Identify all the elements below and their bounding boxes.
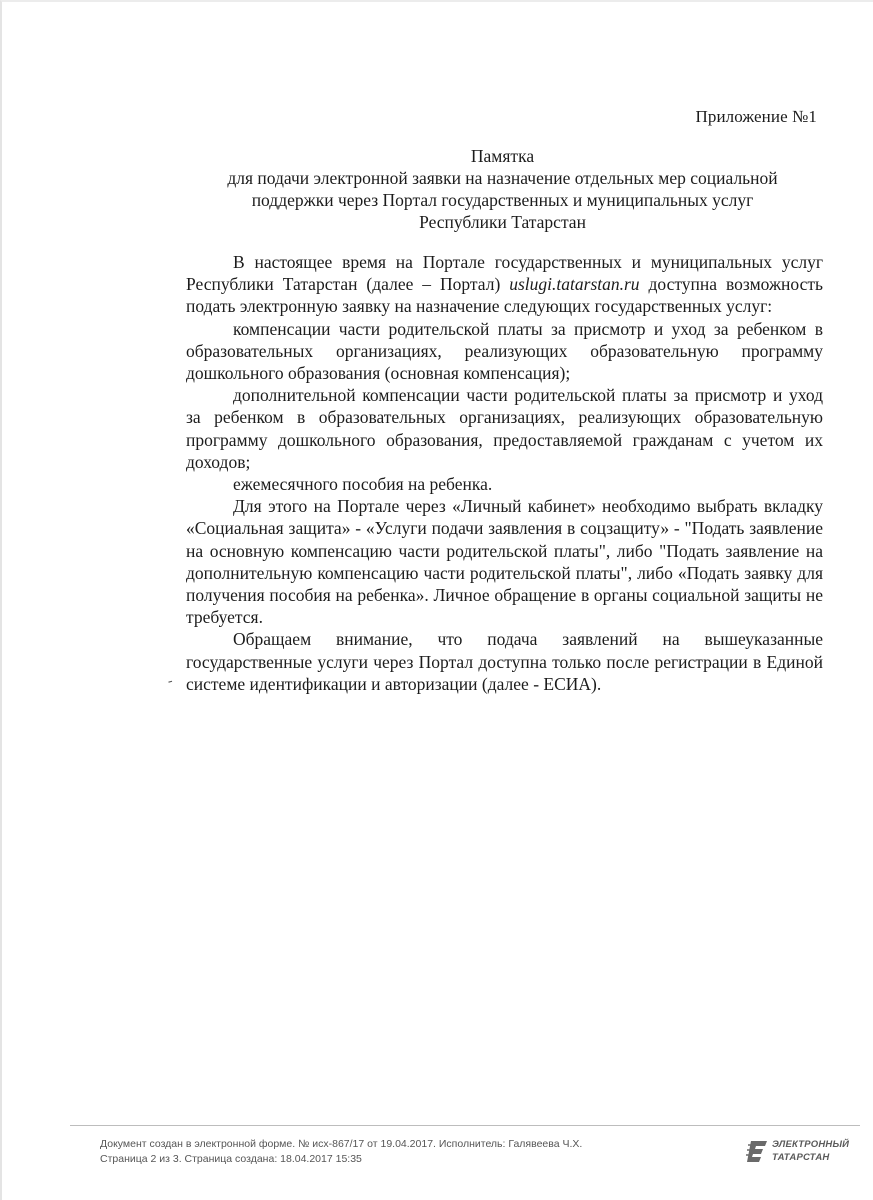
footer	[100, 1137, 582, 1167]
portal-url: uslugi.tatarstan.ru	[509, 274, 640, 295]
footer-doc-info: Документ создан в электронной форме. № исх-867/17 от 19.04.2017. Исполнитель: Галявеева Ч.Х.	[100, 1138, 583, 1150]
footer-page-info: Страница 2 из 3. Страница создана: 18.04.2017 15:35	[100, 1153, 362, 1165]
margin-mark: -	[166, 673, 175, 690]
service-item-2: дополнительной компенсации части родительской платы за присмотр и уход за ребенком в образовательных организациях, реализующих образовательную программу дошкольного образования, предоставляемой гражданам с учетом их доходов;	[186, 385, 823, 472]
paragraph-notice: Обращаем внимание, что подача заявлений на вышеуказанные государственные услуги через Портал доступна только после регистрации в Единой системе идентификации и авторизации (далее - ЕСИА).	[186, 629, 823, 694]
service-item-3: ежемесячного пособия на ребенка.	[233, 474, 493, 495]
document-title	[170, 145, 835, 233]
title-line-3: поддержки через Портал государственных и муниципальных услуг	[251, 190, 754, 210]
logo-text-line-1: ЭЛЕКТРОННЫЙ	[772, 1139, 850, 1150]
footer-divider	[70, 1125, 860, 1126]
service-item-1: компенсации части родительской платы за присмотр и уход за ребенком в образовательных организациях, реализующих образовательную программу дошкольного образования (основная компенсация);	[186, 318, 823, 384]
title-line-4: Республики Татарстан	[419, 212, 586, 232]
paragraph-instructions: Для этого на Портале через «Личный кабинет» необходимо выбрать вкладку «Социальная защита» - «Услуги подачи заявления в соцзащиту» - "Подать заявление на основную компенсацию части родительской платы", либо "Подать заявление на дополнительную компенсацию части родительской платы", либо «Подать заявку для получения пособия на ребенка». Личное обращение в органы социальной защиты не требуется.	[186, 496, 823, 628]
appendix-label: Приложение №1	[695, 107, 817, 126]
document-body	[186, 251, 823, 695]
title-line-2: для подачи электронной заявки на назначение отдельных мер социальной	[227, 168, 778, 188]
intro-text-end: доступна возможность подать электронную заявку на назначение следующих государственных услуг:	[186, 274, 823, 317]
title-line-1: Памятка	[470, 146, 535, 166]
intro-text-start: В настоящее время на Портале государственных и муниципальных услуг Республики Татарстан (далее – Портал)	[186, 252, 823, 295]
logo-text-line-2: ТАТАРСТАН	[772, 1152, 830, 1163]
paragraph-intro	[186, 251, 823, 318]
electronic-tatarstan-logo	[745, 1136, 860, 1170]
logo-e-icon	[745, 1139, 769, 1165]
